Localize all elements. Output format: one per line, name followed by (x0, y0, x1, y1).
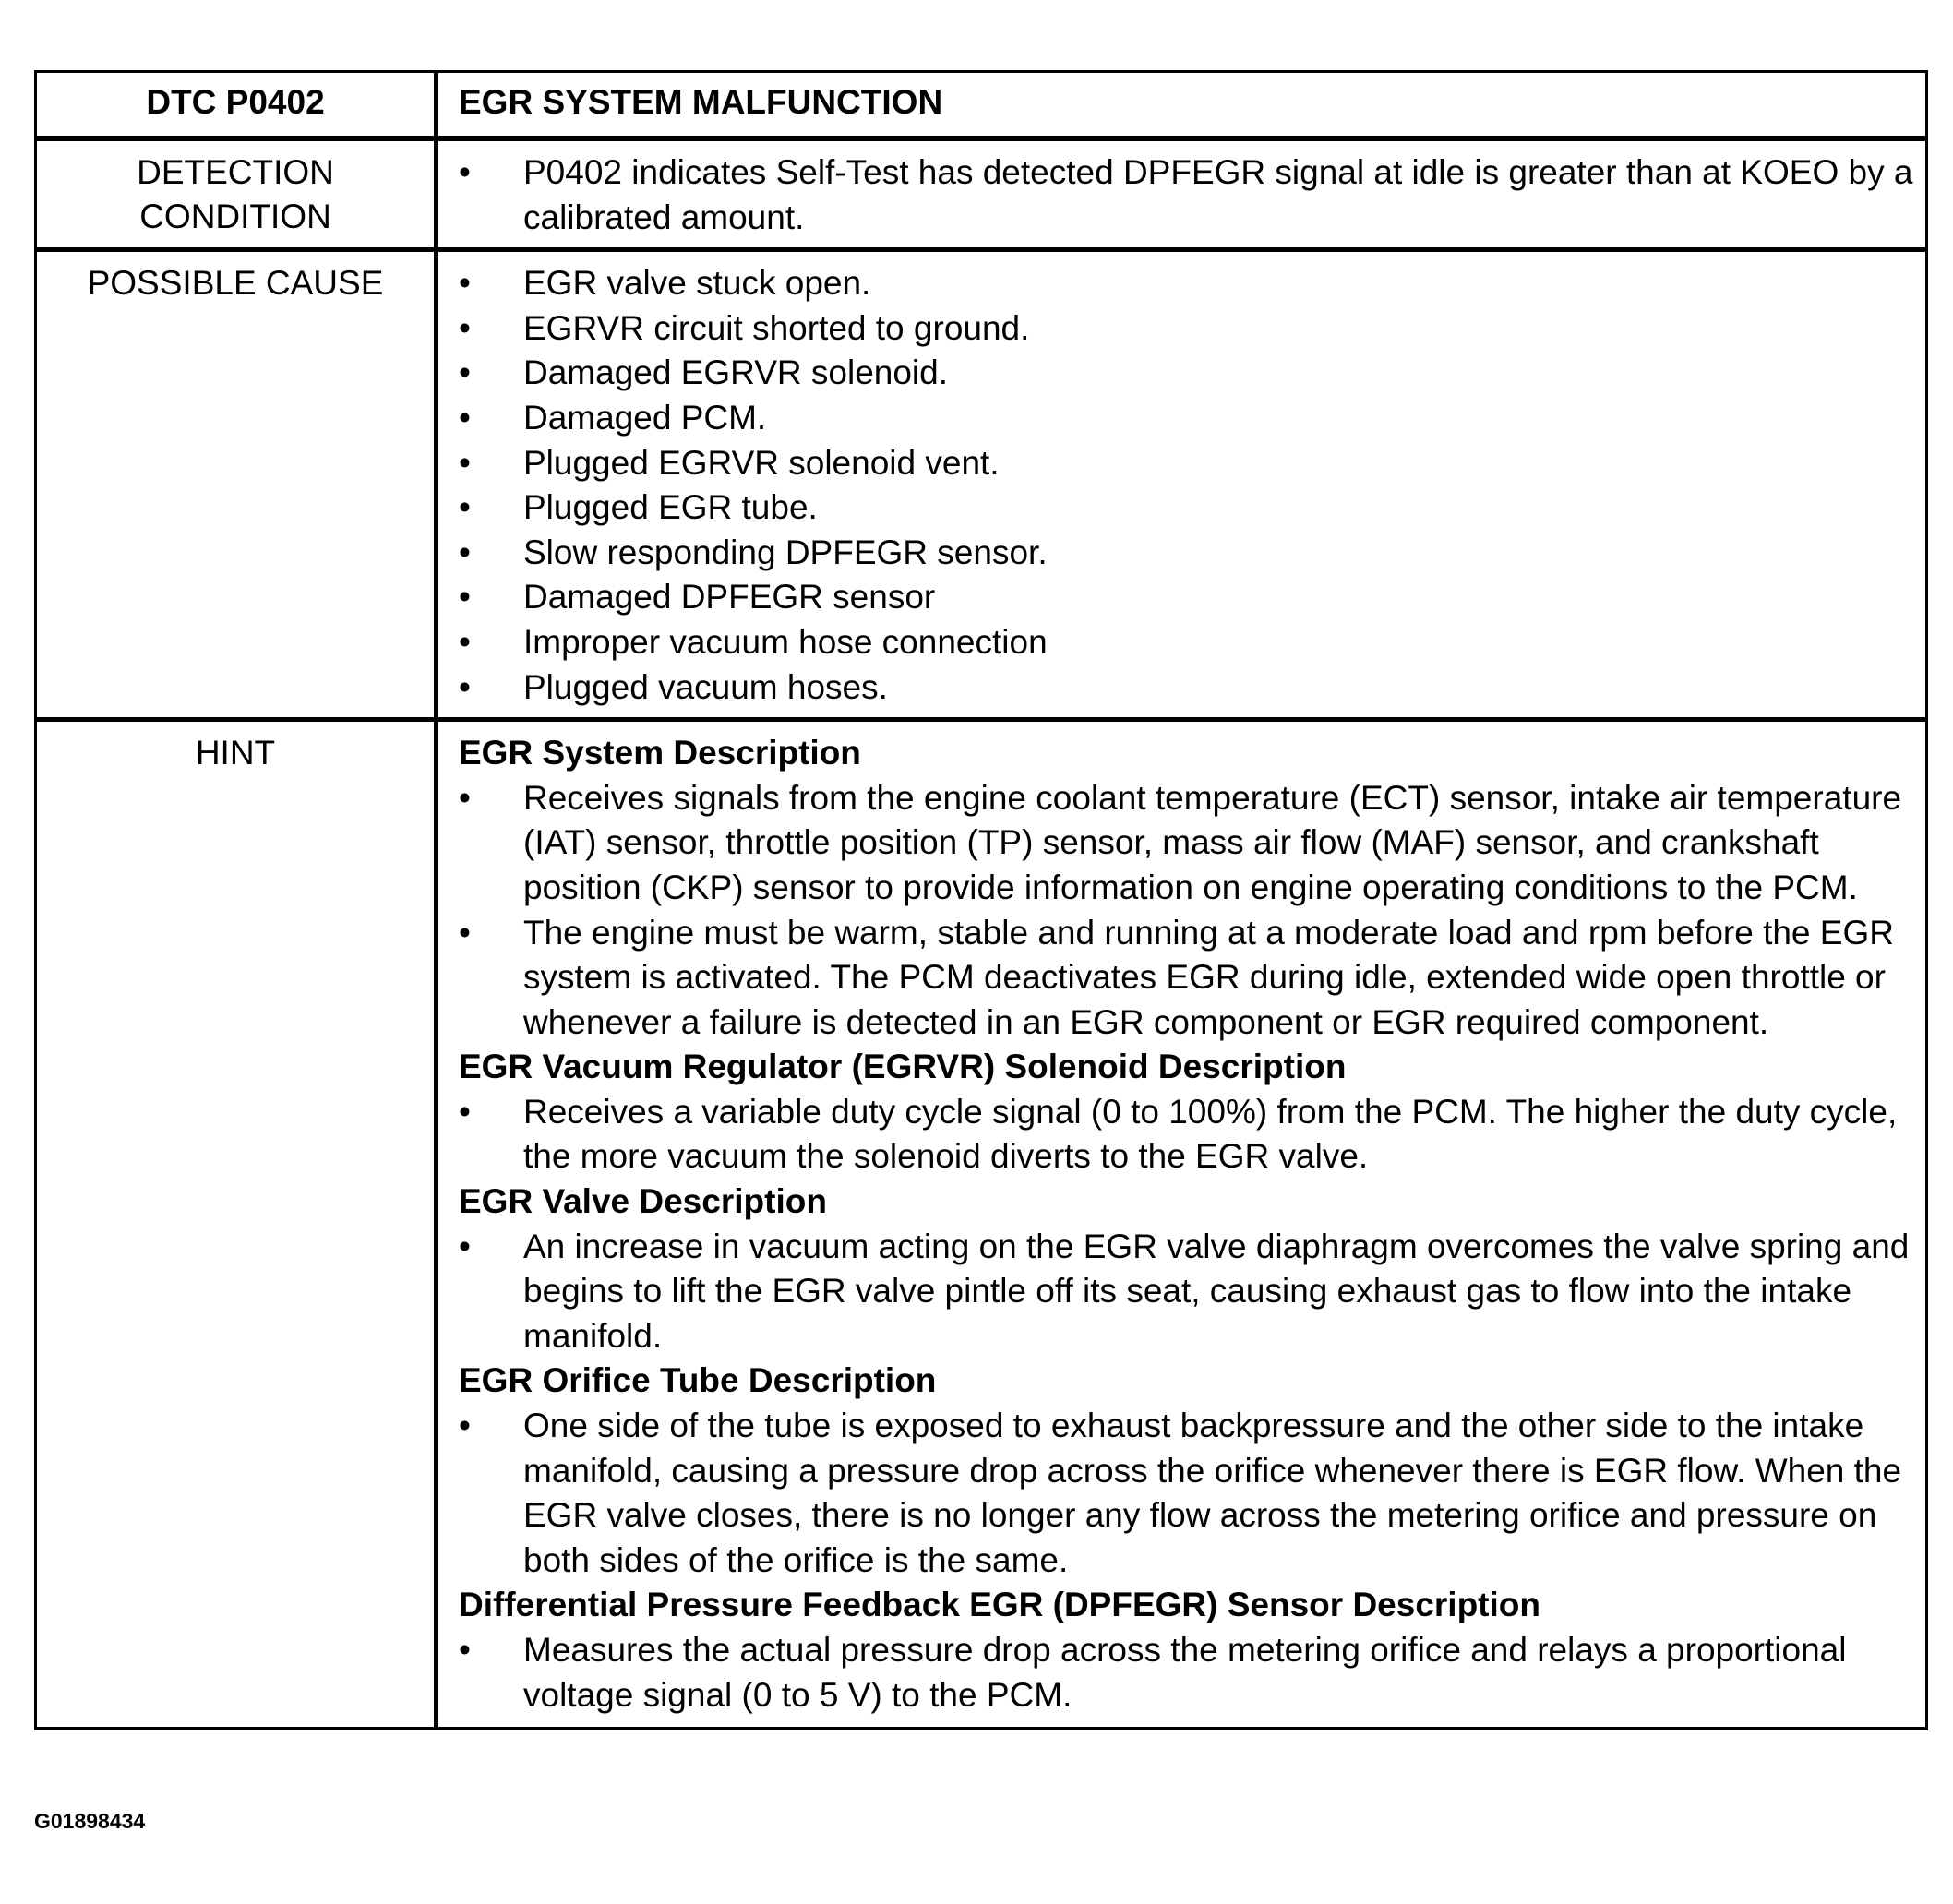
list-item (459, 441, 1916, 486)
hint-label-cell (36, 720, 437, 1730)
detection-condition-content-cell (437, 138, 1927, 250)
bullet-text: Damaged PCM. (523, 398, 767, 437)
dtc-table (34, 70, 1928, 1730)
bullet-text: Plugged vacuum hoses. (523, 667, 888, 706)
bullet-text: The engine must be warm, stable and running at a moderate load and rpm before the EGR system is activated. The PCM deactivates EGR during idle, extended wide open throttle or whenever a failure is detected in an EGR component or EGR required component. (523, 913, 1894, 1041)
list-item (459, 306, 1916, 352)
list-item (459, 531, 1916, 576)
bullet-icon: • (459, 1227, 471, 1265)
section-title: EGR Valve Description (459, 1182, 827, 1221)
bullet-icon: • (459, 533, 471, 571)
table-row-possible-cause (36, 250, 1927, 720)
bullet-text: EGR valve stuck open. (523, 264, 871, 303)
figure-id: G01898434 (34, 1809, 146, 1833)
detection-condition-list (459, 150, 1916, 240)
bullet-text: Receives a variable duty cycle signal (0 to 100%) from the PCM. The higher the duty cycle, the more vacuum the solenoid diverts to the EGR valve. (523, 1092, 1898, 1176)
bullet-icon: • (459, 1092, 471, 1131)
bullet-icon: • (459, 353, 471, 392)
list-item (459, 575, 1916, 620)
bullet-text: Plugged EGRVR solenoid vent. (523, 443, 1000, 482)
hint-content-cell (437, 720, 1927, 1730)
table-row-detection-condition (36, 138, 1927, 250)
list-item (459, 396, 1916, 441)
list-item (459, 1628, 1916, 1718)
bullet-icon: • (459, 443, 471, 482)
section-list (459, 1404, 1916, 1583)
list-item (459, 351, 1916, 396)
bullet-text: Measures the actual pressure drop across the metering orifice and relays a proportional voltage signal (0 to 5 V) to the PCM. (523, 1631, 1847, 1714)
list-item (459, 485, 1916, 531)
header-code-cell (36, 72, 437, 139)
dtc-code: DTC P0402 (146, 83, 325, 121)
bullet-text: Slow responding DPFEGR sensor. (523, 533, 1048, 571)
bullet-icon: • (459, 308, 471, 347)
section-title: EGR Orifice Tube Description (459, 1361, 937, 1400)
bullet-icon: • (459, 778, 471, 817)
bullet-text: Damaged EGRVR solenoid. (523, 353, 949, 392)
bullet-text: EGRVR circuit shorted to ground. (523, 308, 1030, 347)
section-list (459, 1628, 1916, 1718)
list-item (459, 1225, 1916, 1359)
bullet-icon: • (459, 667, 471, 706)
bullet-icon: • (459, 264, 471, 303)
section-list (459, 776, 1916, 1046)
table-header-row (36, 72, 1927, 139)
list-item (459, 1090, 1916, 1180)
bullet-text: Receives signals from the engine coolant temperature (ECT) sensor, intake air temperature (IAT) sensor, throttle position (TP) sensor, mass air flow (MAF) sensor, and crankshaft position (CKP) sensor to provide information on engine operating conditions to the PCM. (523, 778, 1902, 906)
list-item (459, 911, 1916, 1046)
row-label: POSSIBLE CAUSE (87, 264, 384, 303)
detection-condition-label-cell (36, 138, 437, 250)
bullet-text: P0402 indicates Self-Test has detected DPFEGR signal at idle is greater than at KOEO by a calibrated amount. (523, 153, 1913, 236)
list-item (459, 620, 1916, 665)
section-list (459, 1225, 1916, 1359)
bullet-icon: • (459, 153, 471, 191)
possible-cause-content-cell (437, 250, 1927, 720)
bullet-icon: • (459, 1407, 471, 1445)
section-title: EGR Vacuum Regulator (EGRVR) Solenoid Description (459, 1048, 1347, 1086)
list-item (459, 261, 1916, 306)
bullet-text: Improper vacuum hose connection (523, 622, 1048, 661)
row-label: DETECTION CONDITION (137, 153, 334, 235)
list-item (459, 665, 1916, 711)
table-row-hint (36, 720, 1927, 1730)
section-title: Differential Pressure Feedback EGR (DPFEGR) Sensor Description (459, 1586, 1540, 1624)
possible-cause-list (459, 261, 1916, 710)
row-label: HINT (195, 734, 276, 772)
bullet-icon: • (459, 578, 471, 617)
section-list (459, 1090, 1916, 1180)
bullet-text: Damaged DPFEGR sensor (523, 578, 936, 617)
bullet-icon: • (459, 1631, 471, 1669)
bullet-text: An increase in vacuum acting on the EGR valve diaphragm overcomes the valve spring and begins to lift the EGR valve pintle off its seat, causing exhaust gas to flow into the intake manifold. (523, 1227, 1910, 1355)
dtc-title: EGR SYSTEM MALFUNCTION (459, 83, 943, 121)
bullet-icon: • (459, 488, 471, 527)
bullet-text: One side of the tube is exposed to exhaust backpressure and the other side to the intake manifold, causing a pressure drop across the orifice whenever there is EGR flow. When the EGR valve closes, there is no longer any flow across the metering orifice and pressure on both sides of the orifice is the same. (523, 1407, 1902, 1579)
header-title-cell (437, 72, 1927, 139)
bullet-icon: • (459, 913, 471, 952)
list-item (459, 776, 1916, 911)
section-title: EGR System Description (459, 734, 861, 772)
bullet-icon: • (459, 398, 471, 437)
list-item (459, 150, 1916, 240)
possible-cause-label-cell (36, 250, 437, 720)
bullet-text: Plugged EGR tube. (523, 488, 818, 527)
list-item (459, 1404, 1916, 1583)
bullet-icon: • (459, 622, 471, 661)
